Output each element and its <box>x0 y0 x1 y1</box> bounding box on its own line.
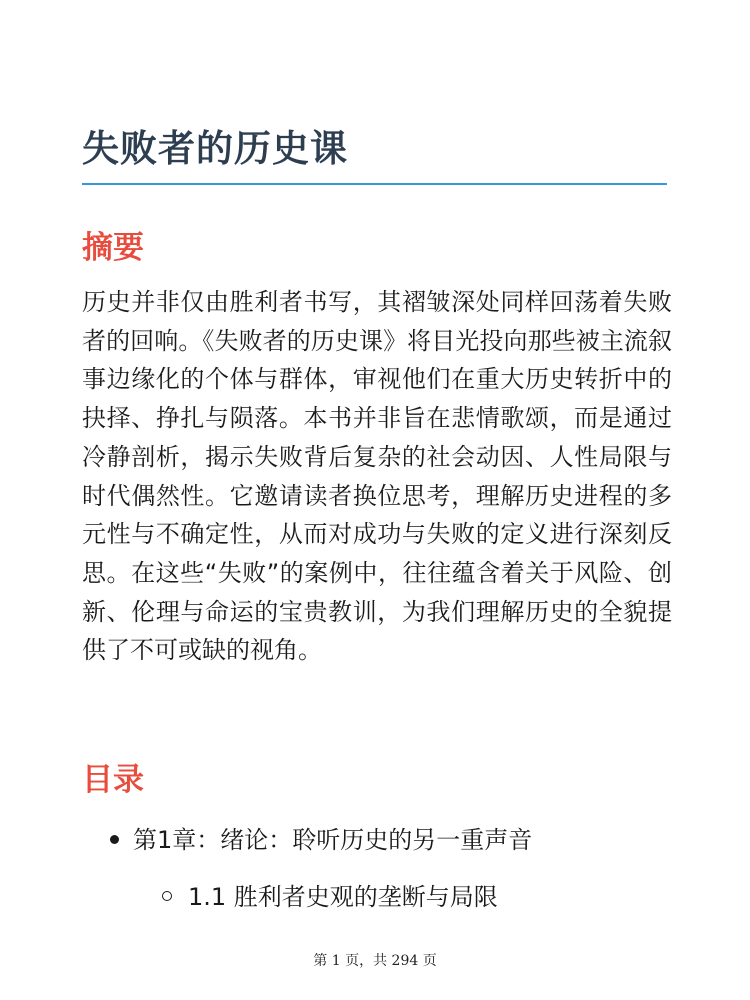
toc-heading: 目录 <box>82 762 144 798</box>
toc-item-section-1-1[interactable] <box>162 877 498 912</box>
bullet-circle-icon <box>162 891 172 901</box>
title-divider <box>82 183 667 185</box>
document-title: 失败者的历史课 <box>82 127 348 170</box>
summary-paragraph: 历史并非仅由胜利者书写，其褶皱深处同样回荡着失败者的回响。《失败者的历史课》将目光投向那些被主流叙事边缘化的个体与群体，审视他们在重大历史转折中的抉择、挣扎与陨落。本书并非旨在悲情歌颂，而是通过冷静剖析，揭示失败背后复杂的社会动因、人性局限与时代偶然性。它邀请读者换位思考，理解历史进程的多元性与不确定性，从而对成功与失败的定义进行深刻反思。在这些“失败”的案例中，往往蕴含着关于风险、创新、伦理与命运的宝贵教训，为我们理解历史的全貌提供了不可或缺的视角。 <box>82 288 672 665</box>
bullet-disc-icon <box>110 835 119 844</box>
page-number-footer: 第 1 页，共 294 页 <box>313 953 437 969</box>
toc-item-label: 第1章：绪论：聆听历史的另一重声音 <box>133 826 533 854</box>
summary-heading: 摘要 <box>82 230 144 266</box>
toc-item-label: 1.1 胜利者史观的垄断与局限 <box>188 883 498 911</box>
toc-item-chapter-1[interactable] <box>110 820 532 855</box>
